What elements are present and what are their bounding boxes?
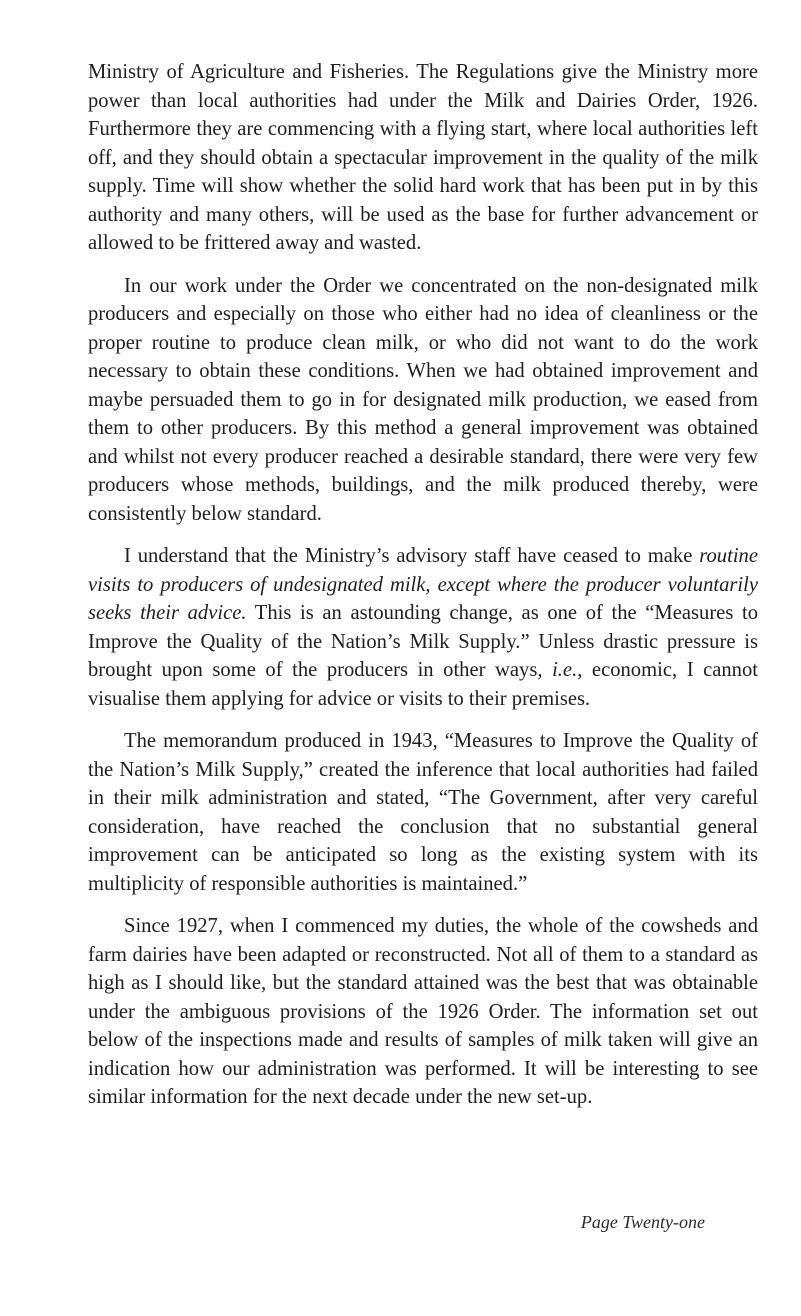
paragraph-text: Ministry of Agriculture and Fisheries. The Regulations give the Ministry more power than local authorities had under the Milk and Dairies Order, 1926. Furthermore they are commencing with a flying start, where local authorities left off, and they should obtain a spectacular improvement in the quality of the milk supply. Time will show whether the solid hard work that has been put in by this authority and many others, will be used as the base for further advancement or allowed to be frittered away and wasted. [88,61,758,254]
paragraph-text: The memorandum produced in 1943, “Measures to Improve the Quality of the Nation’s Milk Supply,” created the inference that local authorities had failed in their milk administration and stated, “The Government, after very careful consideration, have reached the conclusion that no substantial general improvement can be anticipated so long as the existing system with its multiplicity of responsible authorities is maintained.” [88,730,758,895]
paragraph-text: This is an astounding change, as one of the “Measures to Improve the Quality of the Nation’s Milk Supply.” Unless drastic pressure is brought upon some of the producers in other ways, [88,602,758,681]
page-number: Page Twenty-one [580,1212,705,1232]
paragraph-text: I understand that the Ministry’s advisory staff have ceased to make [124,545,700,567]
paragraph-2 [88,272,758,529]
paragraph-text: Since 1927, when I commenced my duties, the whole of the cowsheds and farm dairies have been adapted or reconstructed. Not all of them to a standard as high as I should like, but the standard attained was the best that was obtainable under the ambiguous provisions of the 1926 Order. The information set out below of the inspections made and results of samples of milk taken will give an indication how our administration was performed. It will be interesting to see similar information for the next decade under the new set-up. [88,915,758,1108]
italic-phrase: routine visits to producers of undesignated milk, except where the producer voluntarily seeks their advice. [88,545,758,624]
paragraph-5 [88,912,758,1112]
document-body [88,58,758,1126]
paragraph-3 [88,542,758,713]
paragraph-text: economic, I cannot visualise them applying for advice or visits to their premises. [88,659,758,710]
paragraph-text: In our work under the Order we concentrated on the non-designated milk producers and especially on those who either had no idea of cleanliness or the proper routine to produce clean milk, or who did not want to do the work necessary to obtain these conditions. When we had obtained improvement and maybe persuaded them to go in for designated milk production, we eased from them to other producers. By this method a general improvement was obtained and whilst not every producer reached a desirable standard, there were very few producers whose methods, buildings, and the milk produced thereby, were consistently below standard. [88,274,758,525]
italic-abbreviation: i.e., [552,659,583,681]
paragraph-4 [88,727,758,898]
paragraph-1 [88,58,758,258]
